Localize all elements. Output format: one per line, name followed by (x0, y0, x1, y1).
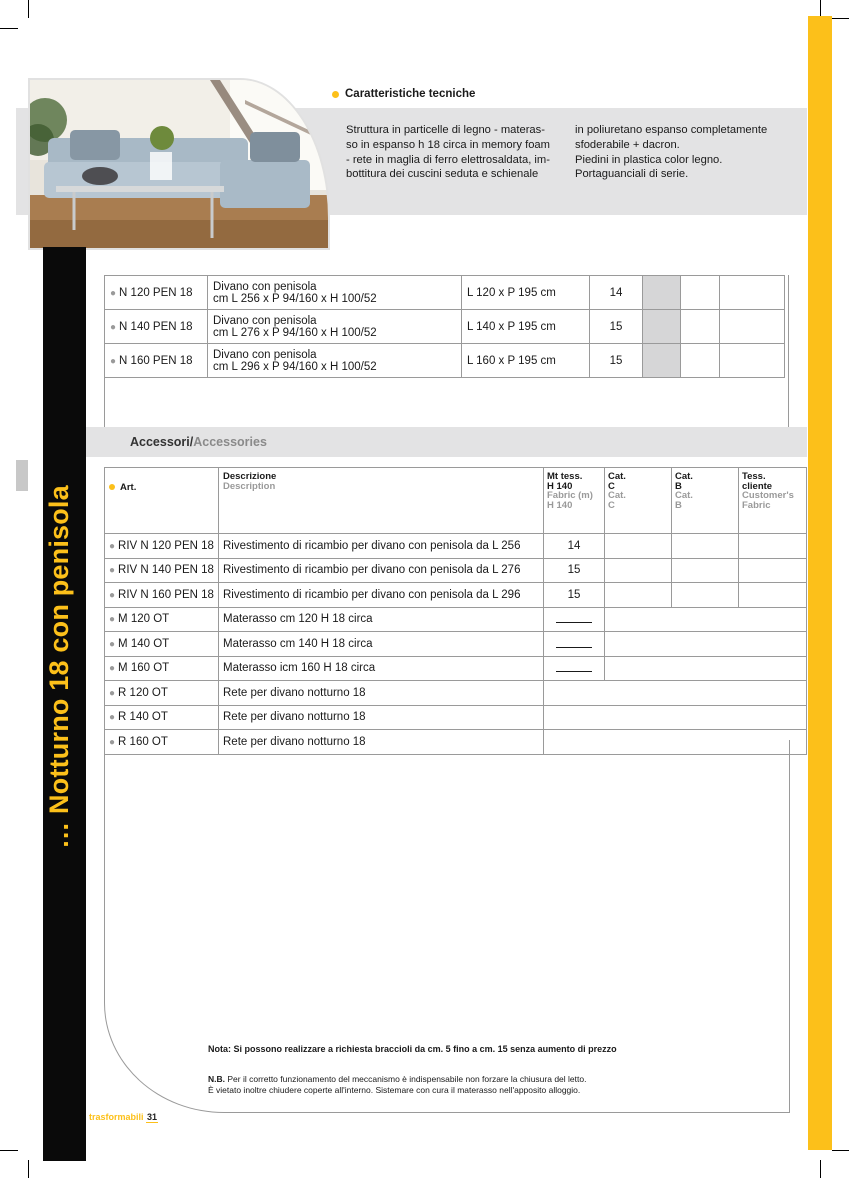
product-dimensions: cm L 296 x P 94/160 x H 100/52 (213, 360, 377, 373)
table-header-row (105, 468, 807, 534)
price-cell (643, 276, 681, 310)
bullet-icon: ● (109, 687, 116, 699)
header-label: cliente (742, 480, 773, 492)
notes-frame (104, 740, 790, 1113)
price-cell (739, 558, 807, 583)
accessory-code-cell (105, 632, 219, 657)
accessory-code: M 140 OT (118, 637, 170, 650)
header-label-en: Cat. (675, 490, 693, 501)
header-fabric (544, 468, 605, 534)
accessory-desc: Rivestimento di ricambio per divano con penisola da L 276 (219, 558, 544, 583)
spec-line: Struttura in particelle di legno - materas- (346, 124, 545, 136)
product-code: N 140 PEN 18 (119, 320, 193, 333)
spec-line: - rete in maglia di ferro elettrosaldata, im- (346, 153, 550, 166)
accessory-code: R 120 OT (118, 686, 168, 699)
crop-mark (28, 0, 29, 18)
table-row (105, 632, 807, 657)
spec-heading: Caratteristiche tecniche (345, 88, 476, 100)
accessory-fabric-m: 14 (544, 534, 605, 559)
header-label-en: Cat. (608, 490, 626, 501)
accessory-code-cell (105, 681, 219, 706)
blank-line (556, 661, 592, 672)
footer (89, 1112, 158, 1122)
header-description (219, 468, 544, 534)
accessories-title (130, 435, 267, 449)
accessory-code: RIV N 140 PEN 18 (118, 564, 214, 577)
product-bed-size: L 120 x P 195 cm (462, 276, 590, 310)
spec-text-right (575, 123, 805, 182)
product-fabric-m: 14 (590, 276, 643, 310)
yellow-edge-bar (808, 16, 832, 1150)
price-cell (605, 632, 807, 657)
header-label: Tess. (742, 471, 766, 482)
sidebar-title: … Notturno 18 con penisola (44, 485, 74, 849)
note-text: Nota: Si possono realizzare a richiesta braccioli da cm. 5 fino a cm. 15 senza aumento di prezzo (208, 1044, 617, 1054)
nb-text (208, 1074, 768, 1096)
accessory-desc: Rete per divano notturno 18 (219, 705, 544, 730)
accessory-desc: Rivestimento di ricambio per divano con penisola da L 296 (219, 583, 544, 608)
crop-mark (832, 1150, 849, 1151)
nb-line: È vietato inoltre chiudere coperte all'interno. Sistemare con cura il materasso nell'apposito alloggio. (208, 1085, 581, 1095)
accessory-code: R 140 OT (118, 711, 168, 724)
page-number: 31 (147, 1112, 158, 1122)
price-cell (681, 276, 720, 310)
accessory-desc: Rete per divano notturno 18 (219, 681, 544, 706)
crop-mark (820, 1160, 821, 1178)
accessories-title-it: Accessori/ (130, 435, 194, 449)
price-cell (643, 310, 681, 344)
crop-mark (0, 28, 18, 29)
table-row (105, 656, 807, 681)
header-label-en: H 140 (547, 499, 573, 511)
product-desc: Divano con penisola (213, 280, 317, 293)
bullet-icon: ● (109, 565, 116, 577)
accessory-code-cell (105, 534, 219, 559)
spec-line: bottitura dei cuscini seduta e schienale (346, 168, 539, 181)
header-label: C (608, 480, 615, 492)
header-label-en: Description (223, 480, 276, 492)
product-desc: Divano con penisola (213, 348, 317, 361)
price-cell (720, 276, 785, 310)
table-row (105, 276, 785, 310)
product-desc-cell (208, 276, 462, 310)
header-label-en: Fabric (m) (547, 490, 593, 501)
price-cell (605, 534, 672, 559)
price-cell (544, 681, 807, 706)
accessory-fabric-m: 15 (544, 583, 605, 608)
bullet-icon: ● (110, 355, 117, 367)
header-cat-b (672, 468, 739, 534)
accessory-code-cell (105, 558, 219, 583)
header-label: Mt tess. (547, 471, 583, 482)
accessory-code-cell (105, 705, 219, 730)
header-label: H 140 (547, 480, 573, 492)
price-cell (739, 583, 807, 608)
spec-line: Portaguanciali di serie. (575, 168, 689, 181)
crop-mark (28, 1160, 29, 1178)
accessory-code: M 160 OT (118, 662, 170, 675)
crop-mark (0, 1150, 18, 1151)
header-label: Cat. (608, 471, 626, 482)
accessory-code: RIV N 160 PEN 18 (118, 588, 214, 601)
product-code: N 160 PEN 18 (119, 354, 193, 367)
product-fabric-m: 15 (590, 310, 643, 344)
price-cell (643, 344, 681, 378)
price-cell (605, 558, 672, 583)
grey-tab-marker (16, 460, 28, 491)
product-table (104, 275, 785, 378)
bullet-icon: ● (109, 589, 116, 601)
price-cell (544, 705, 807, 730)
spec-line: so in espanso h 18 circa in memory foam (346, 138, 550, 151)
price-cell (605, 607, 807, 632)
accessory-code-cell (105, 583, 219, 608)
header-label: Descrizione (223, 471, 277, 482)
product-desc-cell (208, 310, 462, 344)
accessory-code-cell (105, 607, 219, 632)
header-art-label: Art. (120, 482, 137, 493)
bullet-dot-icon (332, 91, 339, 98)
table-row (105, 534, 807, 559)
blank-line (556, 612, 592, 623)
spec-text-left (346, 123, 568, 182)
header-customer-fabric (739, 468, 807, 534)
bullet-icon: ● (110, 287, 117, 299)
bullet-icon: ● (109, 540, 116, 552)
product-code-cell (105, 310, 208, 344)
price-cell (672, 558, 739, 583)
accessory-blank-line (544, 607, 605, 632)
accessory-desc: Rete per divano notturno 18 (219, 730, 544, 755)
table-row (105, 583, 807, 608)
product-fabric-m: 15 (590, 344, 643, 378)
accessory-code: M 120 OT (118, 613, 170, 626)
accessory-code: RIV N 120 PEN 18 (118, 539, 214, 552)
price-cell (681, 344, 720, 378)
blank-line (556, 637, 592, 648)
price-cell (739, 534, 807, 559)
price-cell (605, 583, 672, 608)
product-code: N 120 PEN 18 (119, 286, 193, 299)
product-code-cell (105, 276, 208, 310)
sidebar (43, 247, 86, 1161)
spec-line: in poliuretano espanso completamente (575, 124, 768, 136)
table-row (105, 607, 807, 632)
bullet-icon: ● (109, 614, 116, 626)
price-cell (720, 310, 785, 344)
spec-line: sfoderabile + dacron. (575, 138, 680, 151)
price-cell (672, 534, 739, 559)
price-cell (672, 583, 739, 608)
accessory-code: R 160 OT (118, 735, 168, 748)
product-photo (28, 78, 330, 250)
product-code-cell (105, 344, 208, 378)
accessory-desc: Rivestimento di ricambio per divano con penisola da L 256 (219, 534, 544, 559)
accessory-blank-line (544, 656, 605, 681)
table-row (105, 558, 807, 583)
product-desc-cell (208, 344, 462, 378)
header-cat-c (605, 468, 672, 534)
accessories-table (104, 467, 807, 755)
header-art (105, 468, 219, 534)
accessory-desc: Materasso cm 120 H 18 circa (219, 607, 544, 632)
bullet-icon: ● (109, 712, 116, 724)
table-row (105, 705, 807, 730)
header-label-en: B (675, 499, 682, 511)
product-dimensions: cm L 256 x P 94/160 x H 100/52 (213, 292, 377, 305)
bullet-icon: ● (109, 663, 116, 675)
bullet-icon: ● (109, 638, 116, 650)
price-cell (720, 344, 785, 378)
header-label: Cat. (675, 471, 693, 482)
nb-label: N.B. (208, 1074, 225, 1084)
table-row (105, 344, 785, 378)
crop-mark (832, 18, 849, 19)
product-bed-size: L 140 x P 195 cm (462, 310, 590, 344)
bullet-icon: ● (109, 736, 116, 748)
product-desc: Divano con penisola (213, 314, 317, 327)
price-cell (681, 310, 720, 344)
header-label: B (675, 480, 682, 492)
header-label-en: Customer's (742, 490, 794, 501)
accessory-blank-line (544, 632, 605, 657)
nb-line: Per il corretto funzionamento del meccanismo è indispensabile non forzare la chiusura del letto. (225, 1074, 587, 1084)
accessory-desc: Materasso icm 160 H 18 circa (219, 656, 544, 681)
bullet-dot-icon (109, 484, 115, 490)
price-cell (605, 656, 807, 681)
accessory-desc: Materasso cm 140 H 18 circa (219, 632, 544, 657)
product-bed-size: L 160 x P 195 cm (462, 344, 590, 378)
header-label-en: C (608, 499, 615, 511)
table-row (105, 681, 807, 706)
accessories-title-en: Accessories (193, 435, 267, 449)
footer-brand: trasformabili (89, 1112, 144, 1122)
accessory-fabric-m: 15 (544, 558, 605, 583)
bullet-icon: ● (110, 321, 117, 333)
product-dimensions: cm L 276 x P 94/160 x H 100/52 (213, 326, 377, 339)
table-row (105, 310, 785, 344)
spec-line: Piedini in plastica color legno. (575, 153, 723, 166)
accessory-code-cell (105, 656, 219, 681)
header-label-en: Fabric (742, 499, 771, 511)
